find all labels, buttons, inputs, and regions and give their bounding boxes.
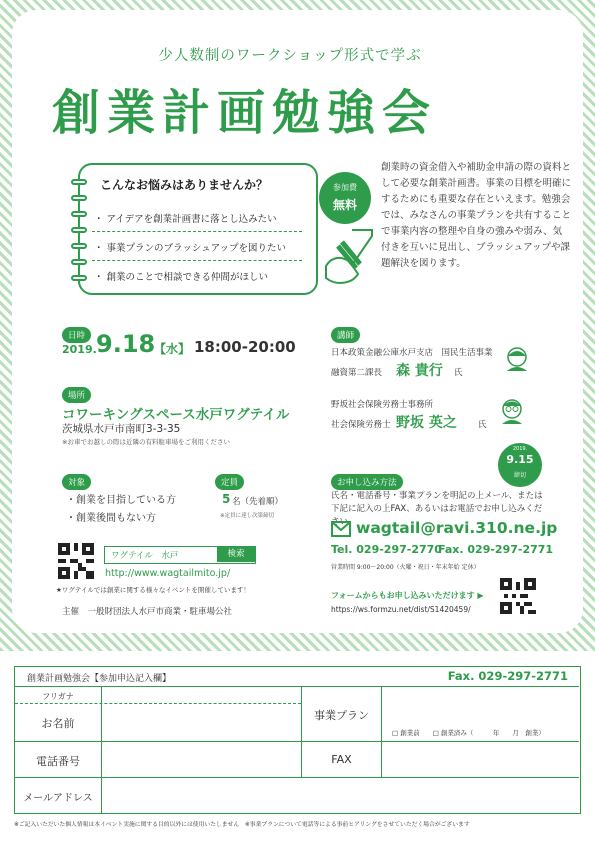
instructor-tag-label: 講師 (331, 327, 360, 343)
search-button[interactable]: 検索 (217, 547, 255, 562)
datetime-tag (62, 323, 91, 343)
name-field[interactable] (102, 704, 300, 740)
datetime-tag-label: 日時 (62, 327, 91, 343)
form-fax: Fax. 029-297-2771 (447, 669, 568, 683)
instructor-1-suffix: 氏 (454, 368, 463, 378)
instructor-1-name: 森 貴行 (396, 363, 443, 379)
worry-item: ・ アイデアを創業計画書に落とし込みたい (94, 214, 277, 225)
venue-name: コワーキングスペース水戸ワグテイル (62, 407, 290, 423)
instructor-2-suffix: 氏 (478, 420, 487, 430)
organizer: 主催 一般財団法人水戸市商業・駐車場公社 (62, 607, 233, 617)
apply-email[interactable]: wagtail@ravi.310.ne.jp (356, 519, 558, 537)
search-input[interactable]: ワグテイル 水戸 (111, 551, 179, 561)
divider (92, 231, 302, 232)
application-form (14, 666, 581, 814)
page-title: 創業計画勉強会 (52, 85, 438, 141)
target-item: ・創業後間もない方 (66, 513, 156, 524)
divider (92, 260, 302, 261)
venue-address: 茨城県水戸市南町3-3-35 (62, 423, 181, 435)
email-field[interactable] (102, 778, 578, 812)
apply-tag-label: お申し込み方法 (331, 474, 403, 490)
worries-notebook (78, 163, 318, 295)
instructor-tag (331, 323, 360, 343)
form-heading: 創業計画勉強会【参加申込記入欄】 (27, 674, 172, 684)
capacity-unit: 名（先着順） (232, 497, 284, 507)
deadline-date: 9.15 (506, 453, 534, 466)
apply-instruction: 氏名・電話番号・事業プランを明記の上メール、または下記に記入の上FAX、あるいはお電話でお申し込みください。 (331, 491, 543, 527)
website-url[interactable]: http://www.wagtailmito.jp/ (105, 568, 231, 579)
form-url[interactable]: https://ws.formzu.net/dist/S1420459/ (331, 605, 471, 614)
name-label: お名前 (41, 717, 75, 730)
plan-options[interactable]: □ 創業前 □ 創業済み（ 年 月 創業） (392, 729, 545, 737)
date-value: 9.18 (96, 330, 156, 358)
form-label: フォームからもお申し込みいただけます ▶ (331, 591, 484, 600)
instructor-1-title: 融資第二課長 (331, 368, 383, 378)
worry-item: ・ 創業のことで相談できる仲間がほしい (94, 272, 269, 283)
instructor-2-title: 社会保険労務士 (331, 420, 391, 430)
mail-icon (331, 521, 351, 537)
fax-field[interactable] (382, 742, 578, 776)
target-item: ・創業を目指している方 (66, 495, 176, 506)
date-weekday: 【水】 (154, 342, 191, 356)
capacity-number: 5 (222, 492, 231, 506)
apply-fax: Fax. 029-297-2771 (438, 543, 554, 556)
instructor-2-name: 野坂 英之 (396, 415, 457, 431)
capacity-note: ※定員に達し次第締切 (220, 513, 275, 519)
footnote: ※ご記入いただいた個人情報は本イベント実施に関する目的以外には使用いたしません ※事業プランについて電話等による事前ヒアリングをさせていただく場合がございます (14, 822, 470, 828)
worry-item: ・ 事業プランのブラッシュアップを図りたい (94, 243, 286, 254)
instructor-2-avatar-icon (498, 396, 526, 424)
instructor-2-org: 野坂社会保険労務士事務所 (331, 400, 434, 410)
venue-tag-label: 場所 (62, 387, 91, 403)
date-year: 2019. (62, 343, 97, 356)
deadline-badge (498, 443, 542, 487)
apply-tag (331, 470, 403, 490)
deadline-year: 2019. (512, 446, 528, 452)
phone-field[interactable] (102, 742, 300, 776)
worries-question: こんなお悩みはありませんか？ (100, 178, 269, 192)
apply-tel: Tel. 029-297-2770 (331, 543, 442, 556)
instructor-1-org: 日本政策金融公庫水戸支店 国民生活事業 (331, 348, 493, 358)
description: 創業時の資金借入や補助金申請の際の資料として必要な創業計画書。事業の目標を明確にするためにも重要な存在といえます。勉強会では、みなさんの事業プランを共有することで事業内容の整理や自身の強みや弱み、気付きを互いに見出し、ブラッシュアップや課題解決を図ります。 (381, 162, 572, 269)
capacity-tag (215, 470, 244, 490)
capacity-tag-label: 定員 (215, 474, 244, 490)
fee-value: 無料 (332, 198, 357, 212)
website-qr-code[interactable] (58, 543, 94, 579)
form-qr-code[interactable] (500, 578, 536, 614)
venue-note: ※お車でお越しの際は近隣の有料駐車場をご利用ください (62, 438, 230, 446)
subtitle: 少人数制のワークショップ形式で学ぶ (158, 48, 422, 64)
furigana-label: フリガナ (42, 692, 74, 701)
deadline-suffix: 締切 (513, 472, 526, 479)
time-range: 18:00-20:00 (194, 338, 296, 356)
fax-label: FAX (331, 753, 352, 766)
fee-badge (319, 172, 371, 224)
target-tag-label: 対象 (62, 474, 91, 490)
target-tag (62, 470, 91, 490)
fee-label: 参加費 (333, 183, 357, 192)
plan-label: 事業プラン (314, 709, 369, 722)
search-box[interactable] (104, 546, 256, 564)
email-label: メールアドレス (23, 793, 93, 804)
instructor-1-avatar-icon (504, 345, 530, 371)
phone-label: 電話番号 (36, 755, 80, 768)
business-hours: 営業時間 9:00〜20:00（火曜・祝日・年末年始 定休） (331, 564, 480, 571)
search-note: ★ワグテイルでは創業に関する様々なイベントを開催しています！ (56, 586, 250, 594)
furigana-field[interactable] (102, 688, 300, 702)
pen-hand-icon (312, 222, 382, 292)
venue-tag (62, 383, 91, 403)
